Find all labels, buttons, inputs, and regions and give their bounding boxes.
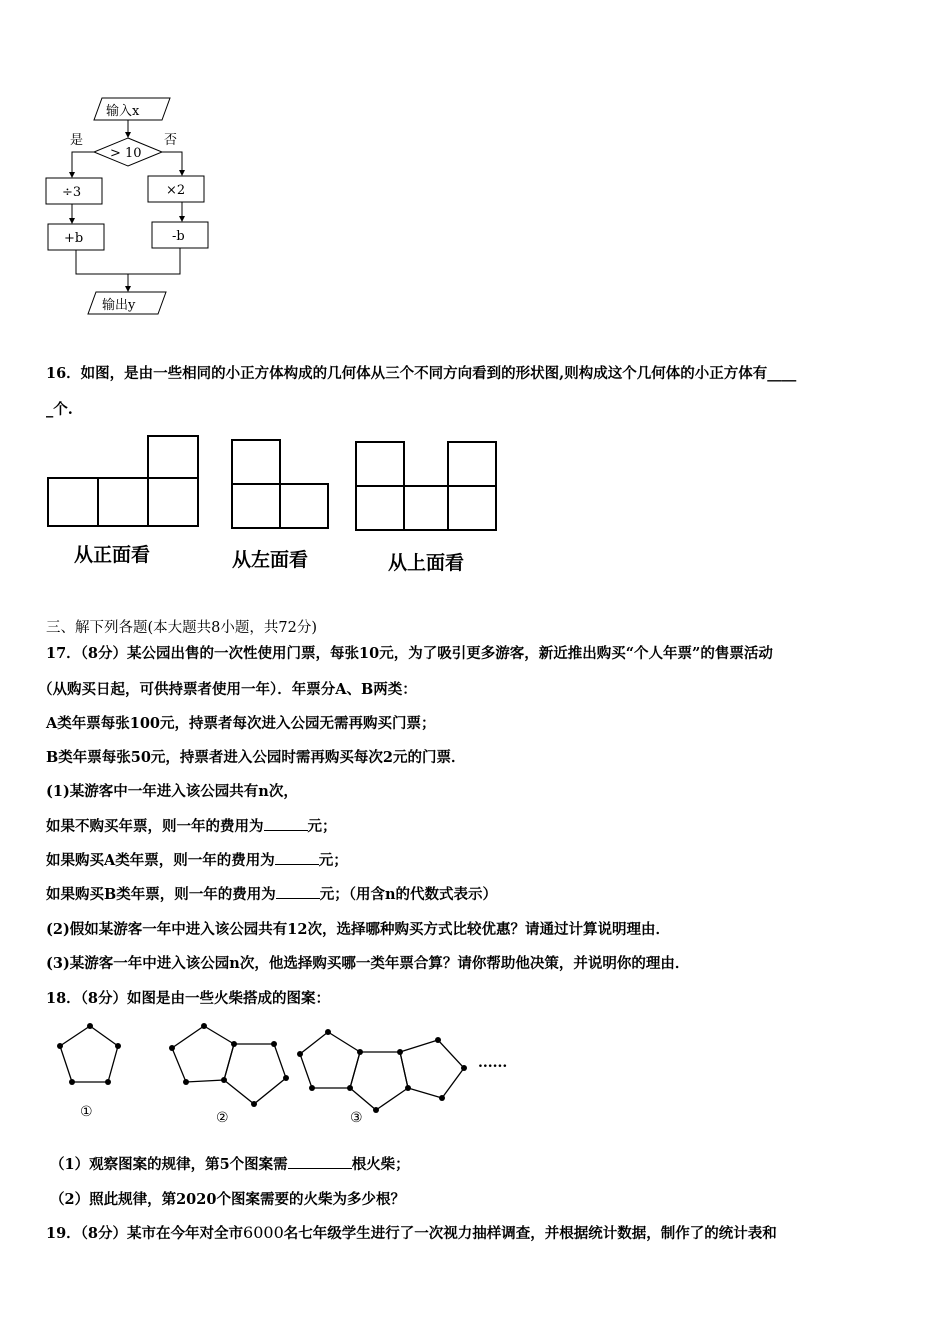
q17-line4: B类年票每张50元，持票者进入公园时需再购买每次2元的门票．	[46, 749, 466, 766]
pattern-1-label: ①	[80, 1104, 93, 1120]
q17-line8-unit: 元；（用含n的代数式表示）	[319, 886, 498, 903]
answer-blank	[288, 1154, 352, 1169]
pattern-2-pentagon-b	[224, 1044, 286, 1104]
q17-line6-text: 如果不购买年票，则一年的费用为	[46, 818, 264, 835]
q17-line2: （从购买日起，可供持票者使用一年）．年票分A、B两类：	[38, 681, 417, 698]
flowchart-output-text: 输出y	[102, 298, 136, 313]
answer-blank	[275, 850, 319, 865]
matchstick-patterns	[46, 1018, 526, 1118]
flowchart-minus-text: -b	[172, 229, 185, 244]
flowchart-plus-text: +b	[64, 231, 84, 246]
flowchart-no-label: 否	[164, 133, 178, 148]
flowchart-yes-label: 是	[70, 133, 84, 148]
flowchart	[40, 92, 240, 327]
q19-number: 6000	[243, 1223, 284, 1242]
q19-text-b: 名七年级学生进行了一次视力抽样调查，并根据统计数据，制作了的统计表和	[283, 1225, 777, 1242]
q17-line1: 17．（8分）某公园出售的一次性使用门票，每张10元，为了吸引更多游客，新近推出购买“个人年票”的售票活动	[46, 645, 773, 662]
q18-sub1-text: （1）观察图案的规律，第5个图案需	[50, 1156, 288, 1173]
front-view-caption: 从正面看	[74, 544, 151, 566]
pattern-3-pentagon-a	[300, 1032, 360, 1088]
top-view	[356, 442, 496, 530]
answer-blank	[276, 884, 320, 899]
flowchart-divide-text: ÷3	[62, 185, 82, 200]
q16-text-line1: 16．如图，是由一些相同的小正方体构成的几何体从三个不同方向看到的形状图,则构成这个几何体的小正方体有____	[46, 365, 797, 382]
answer-blank	[264, 816, 308, 831]
q19-line1	[46, 1222, 777, 1243]
left-view-caption: 从左面看	[232, 549, 309, 571]
pattern-2-pentagon-a	[172, 1026, 234, 1082]
top-view-caption: 从上面看	[388, 552, 465, 574]
q19-text-a: 19．（8分）某市在今年对全市	[46, 1225, 244, 1242]
front-view	[48, 436, 198, 526]
q17-line9: (2)假如某游客一年中进入该公园共有12次，选择哪种购买方式比较优惠？请通过计算说明理由．	[46, 921, 670, 938]
q18-sub1	[50, 1153, 410, 1174]
q17-line10: (3)某游客一年中进入该公园n次，他选择购买哪一类年票合算？请你帮助他决策，并说明你的理由．	[46, 955, 690, 972]
q17-line6	[46, 815, 337, 836]
flowchart-condition-text: > 10	[110, 146, 142, 161]
q17-line7-unit: 元；	[318, 852, 348, 869]
flowchart-input-text: 输入x	[106, 104, 140, 119]
pattern-2-label: ②	[216, 1110, 229, 1126]
pattern-ellipsis: ......	[478, 1055, 508, 1071]
pattern-3-label: ③	[350, 1110, 363, 1126]
q16-views	[46, 434, 506, 534]
q17-line8	[46, 883, 497, 904]
section3-heading: 三、解下列各题(本大题共8小题，共72分)	[46, 620, 317, 636]
q18-sub1-unit: 根火柴；	[351, 1156, 410, 1173]
flowchart-multiply-text: ×2	[166, 183, 186, 198]
q17-line3: A类年票每张100元，持票者每次进入公园无需再购买门票；	[46, 715, 436, 732]
q17-line8-text: 如果购买B类年票，则一年的费用为	[46, 886, 276, 903]
q16-text-line2: _个.	[46, 401, 73, 418]
left-view	[232, 440, 328, 528]
q17-line7	[46, 849, 348, 870]
q17-line5: (1)某游客中一年进入该公园共有n次，	[46, 783, 298, 800]
pattern-1	[60, 1026, 118, 1082]
q18-sub2: （2）照此规律，第2020个图案需要的火柴为多少根？	[50, 1191, 405, 1208]
q18-line1: 18．（8分）如图是由一些火柴搭成的图案：	[46, 990, 331, 1007]
pattern-3-pentagon-b	[350, 1052, 408, 1110]
q17-line7-text: 如果购买A类年票，则一年的费用为	[46, 852, 275, 869]
q17-line6-unit: 元；	[307, 818, 337, 835]
